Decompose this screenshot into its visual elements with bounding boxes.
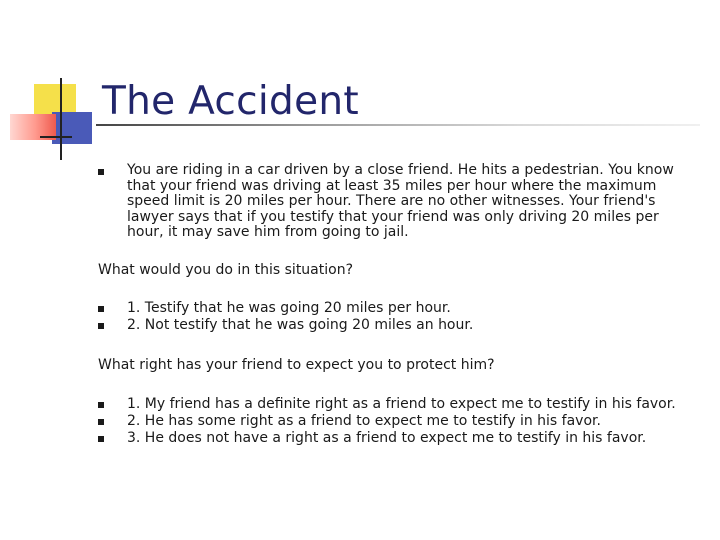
square-bullet-icon — [98, 419, 104, 425]
square-bullet-icon — [98, 306, 104, 312]
decor-blue-square — [52, 112, 92, 144]
options-2-list — [98, 396, 690, 447]
option-text: 2. Not testify that he was going 20 miles an hour. — [127, 317, 474, 333]
question-2: What right has your friend to expect you to protect him? — [98, 357, 495, 373]
intro-bullet-item — [98, 163, 690, 241]
square-bullet-icon — [98, 169, 104, 175]
decor-short-horizontal-line — [40, 136, 72, 138]
option-text: 3. He does not have a right as a friend to expect me to testify in his favor. — [127, 430, 647, 446]
option-item — [98, 317, 690, 334]
decor-vertical-line — [60, 78, 62, 160]
option-text: 1. My friend has a definite right as a friend to expect me to testify in his favor. — [127, 396, 676, 412]
option-item — [98, 396, 690, 413]
option-text: 2. He has some right as a friend to expect me to testify in his favor. — [127, 413, 601, 429]
square-bullet-icon — [98, 402, 104, 408]
options-1-list — [98, 300, 690, 334]
square-bullet-icon — [98, 323, 104, 329]
option-item — [98, 413, 690, 430]
square-bullet-icon — [98, 436, 104, 442]
intro-list — [98, 163, 690, 241]
option-item — [98, 430, 690, 447]
question-1: What would you do in this situation? — [98, 262, 354, 278]
slide-title: The Accident — [102, 79, 360, 124]
option-item — [98, 300, 690, 317]
intro-bullet-text: You are riding in a car driven by a close friend. He hits a pedestrian. You know that your friend was driving at least 35 miles per hour where the maximum speed limit is 20 miles per hour. There are no other witnesses. Your friend's lawyer says that if you testify that your friend was only driving 20 miles per hour, it may save him from going to jail. — [127, 162, 674, 240]
option-text: 1. Testify that he was going 20 miles per hour. — [127, 300, 451, 316]
